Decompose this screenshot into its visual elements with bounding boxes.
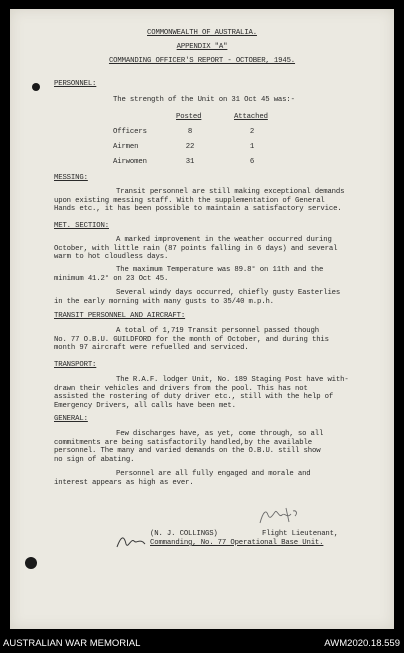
col-posted: Posted [176,113,202,121]
general-paragraph-2 [54,470,384,487]
text-line: October, with little rain (87 points falling in 6 days) and several [54,244,338,253]
text-line: Hands etc., it has been possible to maintain a satisfactory service. [54,205,342,214]
row-label: Officers [113,128,147,136]
punch-hole [32,83,40,91]
text-line: in the early morning with many gusts to 35/40 m.p.h. [54,297,274,306]
text-line: interest appears as high as ever. [54,478,194,487]
met-paragraph-2 [54,266,384,283]
text-line: A marked improvement in the weather occurred during [116,236,332,244]
signatory-title: Commanding, No. 77 Operational Base Unit. [150,539,324,547]
signatory-name: (N. J. COLLINGS) [150,530,218,538]
text-line: Few discharges have, as yet, come through, so all [116,430,324,438]
text-line: no sign of abating. [54,455,135,464]
transit-heading: TRANSIT PERSONNEL AND AIRCRAFT: [54,312,186,320]
text-line: drawn their vehicles and drivers from the pool. This has not [54,384,308,393]
col-attached: Attached [234,113,268,121]
row-attached: 6 [249,158,255,166]
text-line: The maximum Temperature was 89.8° on 11th and the [116,266,324,274]
footer-accession-id: AWM2020.18.559 [324,638,400,649]
handwritten-initials [257,506,301,528]
met-paragraph-1 [54,236,384,262]
row-posted: 31 [185,158,195,166]
general-paragraph-1 [54,430,384,464]
met-heading: MET. SECTION: [54,222,109,230]
text-line: The R.A.F. lodger Unit, No. 189 Staging Post have with- [116,376,349,384]
footer-bar [0,631,404,653]
footer-institution: AUSTRALIAN WAR MEMORIAL [3,638,141,649]
text-line: Emergency Drivers, all calls have been met. [54,401,236,410]
header-line1: COMMONWEALTH OF AUSTRALIA. [147,29,257,37]
text-line: commitments are being satisfactorily handled,by the available [54,438,312,447]
text-line: personnel. The many and varied demands on the O.B.U. still show [54,447,321,456]
text-line: warm to hot cloudless days. [54,253,169,262]
typed-report [10,9,394,629]
text-line: Several windy days occurred, chiefly gusty Easterlies [116,289,341,297]
text-line: Personnel are all fully engaged and morale and [116,470,311,478]
row-posted: 8 [187,128,193,136]
met-paragraph-3 [54,289,384,306]
messing-heading: MESSING: [54,174,88,182]
row-label: Airwomen [113,158,147,166]
text-line: No. 77 O.B.U. GUILDFORD for the month of October, and during this [54,335,329,344]
transport-heading: TRANSPORT: [54,361,97,369]
text-line: assisted the rostering of duty driver etc., still with the help of [54,393,334,402]
text-line: minimum 41.2° on 23 Oct 45. [54,274,169,283]
handwritten-signature [114,532,148,552]
text-line: A total of 1,719 Transit personnel passed though [116,327,319,335]
transit-paragraph [54,327,384,353]
text-line: month 97 aircraft were refuelled and serviced. [54,344,249,353]
strength-intro: The strength of the Unit on 31 Oct 45 was:- [113,96,295,104]
header-line2: APPENDIX "A" [176,43,228,51]
text-line: upon existing messing staff. With the supplementation of General [54,196,325,205]
punch-hole [25,557,37,569]
row-attached: 2 [249,128,255,136]
personnel-heading: PERSONNEL: [54,80,97,88]
messing-paragraph [54,188,384,214]
transport-paragraph [54,376,384,410]
row-label: Airmen [113,143,139,151]
general-heading: GENERAL: [54,415,88,423]
text-line: Transit personnel are still making exceptional demands [116,188,345,196]
signatory-rank: Flight Lieutenant, [262,530,339,538]
document-page [10,9,394,629]
row-posted: 22 [185,143,195,151]
report-title: COMMANDING OFFICER'S REPORT - OCTOBER, 1945. [108,57,296,65]
row-attached: 1 [249,143,255,151]
